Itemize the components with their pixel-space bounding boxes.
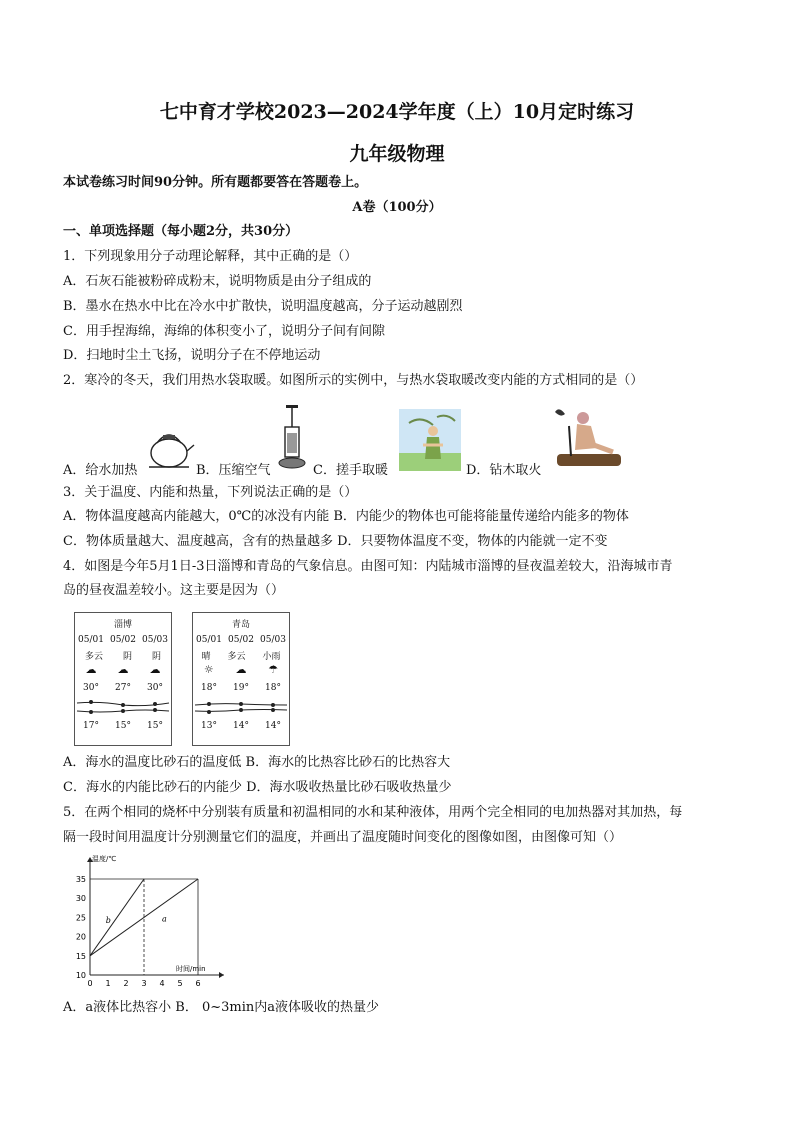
q2-option-a: A．给水加热	[63, 463, 138, 478]
x-tick-label: 3	[141, 979, 147, 988]
air-compression-cylinder-illustration	[277, 403, 307, 471]
q2-option-c: C．搓手取暖	[313, 463, 388, 478]
series-label-a: a	[162, 914, 167, 924]
q1-option-c: C．用手捏海绵，海绵的体积变小了，说明分子间有间隙	[63, 324, 385, 339]
weather-desc: 小雨	[262, 652, 281, 662]
x-tick-label: 6	[195, 979, 201, 988]
low-temp: 14°	[265, 721, 281, 731]
x-tick-label: 0	[87, 979, 93, 988]
q3-options-ab: A．物体温度越高内能越大，0℃的冰没有内能 B．内能少的物体也可能将能量传递给内能多的物体	[63, 509, 629, 524]
y-tick-label: 10	[75, 971, 86, 980]
cloud-icon: ☁	[149, 663, 161, 676]
city-name: 青岛	[231, 620, 250, 630]
date: 05/03	[142, 635, 168, 645]
y-tick-label: 20	[75, 932, 86, 942]
q4-options-cd: C．海水的内能比砂石的内能少 D．海水吸收热量比砂石吸收热量少	[63, 780, 452, 795]
x-axis-label: 时间/min	[176, 965, 206, 973]
q2-option-b: B．压缩空气	[196, 463, 271, 478]
weather-desc: 多云	[84, 652, 103, 662]
low-temp: 13°	[201, 721, 217, 731]
cloud-icon: ☁	[235, 663, 247, 676]
date: 05/02	[228, 635, 254, 645]
low-temp: 15°	[115, 721, 131, 731]
weather-panel-zibo	[74, 612, 172, 746]
low-temp: 14°	[233, 721, 249, 731]
high-temp: 27°	[115, 683, 131, 693]
q4-stem-line2: 岛的昼夜温差较小。这主要是因为（）	[63, 583, 285, 598]
q4-stem-line1: 4．如图是今年5月1日-3日淄博和青岛的气象信息。由图可知：内陆城市淄博的昼夜温差较大，沿海城市青	[63, 559, 673, 574]
cloud-icon: ☁	[85, 663, 97, 676]
low-temp: 15°	[147, 721, 163, 731]
high-temp: 30°	[147, 683, 163, 693]
low-temp: 17°	[83, 721, 99, 731]
part-one-heading: 一、单项选择题（每小题2分，共30分）	[63, 224, 299, 239]
date: 05/01	[78, 635, 104, 645]
date: 05/02	[110, 635, 136, 645]
q5-stem-line2: 隔一段时间用温度计分别测量它们的温度，并画出了温度随时间变化的图像如图，由图像可知（）	[63, 830, 623, 845]
weather-panel-qingdao	[192, 612, 290, 746]
y-axis-label: 温度/℃	[92, 855, 117, 863]
high-temp: 18°	[265, 683, 281, 693]
cloud-icon: ☁	[117, 663, 129, 676]
q5-options-ab: A．a液体比热容小 B． 0~3min内a液体吸收的热量少	[63, 1000, 379, 1015]
rain-icon: ☂	[268, 663, 279, 676]
drilling-wood-fire-illustration	[547, 404, 625, 472]
q1-option-d: D．扫地时尘土飞扬，说明分子在不停地运动	[63, 348, 321, 363]
q2-option-d: D．钻木取火	[466, 463, 542, 478]
y-tick-label: 35	[75, 875, 86, 884]
x-tick-label: 2	[123, 979, 129, 988]
q3-options-cd: C．物体质量越大、温度越高，含有的热量越多 D．只要物体温度不变，物体的内能就一定不变	[63, 534, 608, 549]
high-temp: 30°	[83, 683, 99, 693]
rubbing-hands-illustration	[399, 409, 461, 471]
city-name: 淄博	[113, 620, 132, 630]
sun-icon: ☼	[203, 663, 214, 676]
x-tick-label: 4	[159, 979, 165, 988]
q1-option-b: B．墨水在热水中比在冷水中扩散快，说明温度越高，分子运动越剧烈	[63, 299, 463, 314]
exam-subtitle: 九年级物理	[349, 143, 445, 165]
q1-option-a: A．石灰石能被粉碎成粉末，说明物质是由分子组成的	[63, 274, 372, 289]
exam-title: 七中育才学校2023—2024学年度（上）10月定时练习	[159, 101, 635, 123]
kettle-illustration	[143, 423, 195, 471]
weather-desc: 阴	[151, 652, 161, 662]
section-a-heading: A卷（100分）	[352, 200, 442, 215]
q4-options-ab: A．海水的温度比砂石的温度低 B．海水的比热容比砂石的比热容大	[63, 755, 451, 770]
x-tick-label: 5	[177, 979, 183, 988]
x-tick-label: 1	[105, 979, 111, 988]
q1-stem: 1．下列现象用分子动理论解释，其中正确的是（）	[63, 249, 358, 264]
weather-desc: 晴	[201, 652, 211, 662]
weather-desc: 多云	[227, 652, 246, 662]
x-axis-arrow-icon	[219, 972, 224, 978]
temperature-trend-lines	[75, 697, 171, 721]
high-temp: 18°	[201, 683, 217, 693]
q3-stem: 3．关于温度、内能和热量，下列说法正确的是（）	[63, 485, 358, 500]
high-temp: 19°	[233, 683, 249, 693]
date: 05/03	[260, 635, 286, 645]
instructions: 本试卷练习时间90分钟。所有题都要答在答题卷上。	[63, 175, 368, 190]
q2-stem: 2．寒冷的冬天，我们用热水袋取暖。如图所示的实例中，与热水袋取暖改变内能的方式相同的是（）	[63, 373, 644, 388]
weather-desc: 阴	[122, 652, 132, 662]
y-tick-label: 30	[75, 894, 86, 904]
temperature-trend-lines	[193, 697, 289, 721]
date: 05/01	[196, 635, 222, 645]
series-line-b	[90, 879, 144, 956]
series-label-b: b	[105, 916, 111, 926]
q5-stem-line1: 5．在两个相同的烧杯中分别装有质量和初温相同的水和某种液体，用两个完全相同的电加热器对其加热，每	[63, 805, 683, 820]
y-tick-label: 15	[75, 951, 86, 961]
y-tick-label: 25	[75, 913, 86, 923]
temperature-time-chart	[70, 853, 250, 988]
